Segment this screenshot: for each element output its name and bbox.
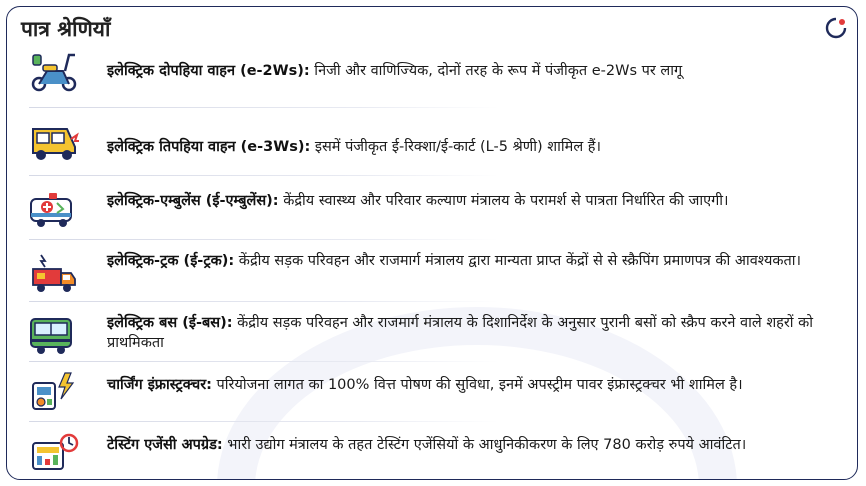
category-name: इलेक्ट्रिक दोपहिया वाहन (e-2Ws): — [107, 63, 310, 79]
category-three-wheeler — [107, 137, 841, 157]
divider — [29, 107, 499, 108]
category-name: इलेक्ट्रिक तिपहिया वाहन (e-3Ws): — [107, 139, 311, 155]
testing-agency-icon — [27, 431, 81, 475]
category-description: परियोजना लागत का 100% वित्त पोषण की सुविधा, इनमें अपस्ट्रीम पावर इंफ्रास्ट्रक्चर भी शामिल है। — [211, 377, 743, 393]
scooter-icon — [27, 49, 81, 93]
divider — [29, 175, 499, 176]
electric-truck-icon — [27, 251, 81, 295]
divider — [29, 361, 499, 362]
auto-rickshaw-icon — [27, 119, 81, 163]
category-two-wheeler — [107, 61, 841, 81]
category-testing — [107, 435, 841, 455]
charging-infrastructure-icon — [27, 369, 81, 413]
category-name: टेस्टिंग एजेंसी अपग्रेड: — [107, 437, 223, 453]
divider — [29, 421, 499, 422]
category-ambulance — [107, 191, 841, 211]
category-charging — [107, 375, 841, 395]
category-bus — [107, 313, 841, 353]
category-name: इलेक्ट्रिक बस (ई-बस): — [107, 315, 233, 331]
category-description: निजी और वाणिज्यिक, दोनों तरह के रूप में पंजीकृत e-2Ws पर लागू — [309, 63, 683, 79]
category-name: चार्जिंग इंफ्रास्ट्रक्चर: — [107, 377, 212, 393]
category-description: केंद्रीय सड़क परिवहन और राजमार्ग मंत्रालय द्वारा मान्यता प्राप्त केंद्रों से से स्क्रैपिंग प्रमाणपत्र की आवश्यकता। — [234, 253, 802, 269]
content-card — [6, 6, 858, 480]
divider — [29, 239, 499, 240]
category-description: केंद्रीय सड़क परिवहन और राजमार्ग मंत्रालय के दिशानिर्देश के अनुसार पुरानी बसों को स्क्रैप करने वाले शहरों को प्राथमिकता — [107, 315, 814, 351]
category-description: भारी उद्योग मंत्रालय के तहत टेस्टिंग एजेंसियों के आधुनिकीकरण के लिए 780 करोड़ रुपये आवंटित। — [222, 437, 747, 453]
divider — [29, 301, 499, 302]
category-description: केंद्रीय स्वास्थ्य और परिवार कल्याण मंत्रालय के परामर्श से पात्रता निर्धारित की जाएगी। — [278, 193, 729, 209]
category-name: इलेक्ट्रिक-ट्रक (ई-ट्रक): — [107, 253, 235, 269]
category-name: इलेक्ट्रिक-एम्बुलेंस (ई-एम्बुलेंस): — [107, 193, 279, 209]
ambulance-icon — [27, 187, 81, 231]
electric-bus-icon — [27, 313, 81, 357]
category-truck — [107, 251, 841, 271]
page-title: पात्र श्रेणियाँ — [21, 17, 111, 41]
brand-logo-icon — [825, 17, 847, 39]
category-description: इसमें पंजीकृत ई-रिक्शा/ई-कार्ट (L-5 श्रेणी) शामिल हैं। — [310, 139, 601, 155]
